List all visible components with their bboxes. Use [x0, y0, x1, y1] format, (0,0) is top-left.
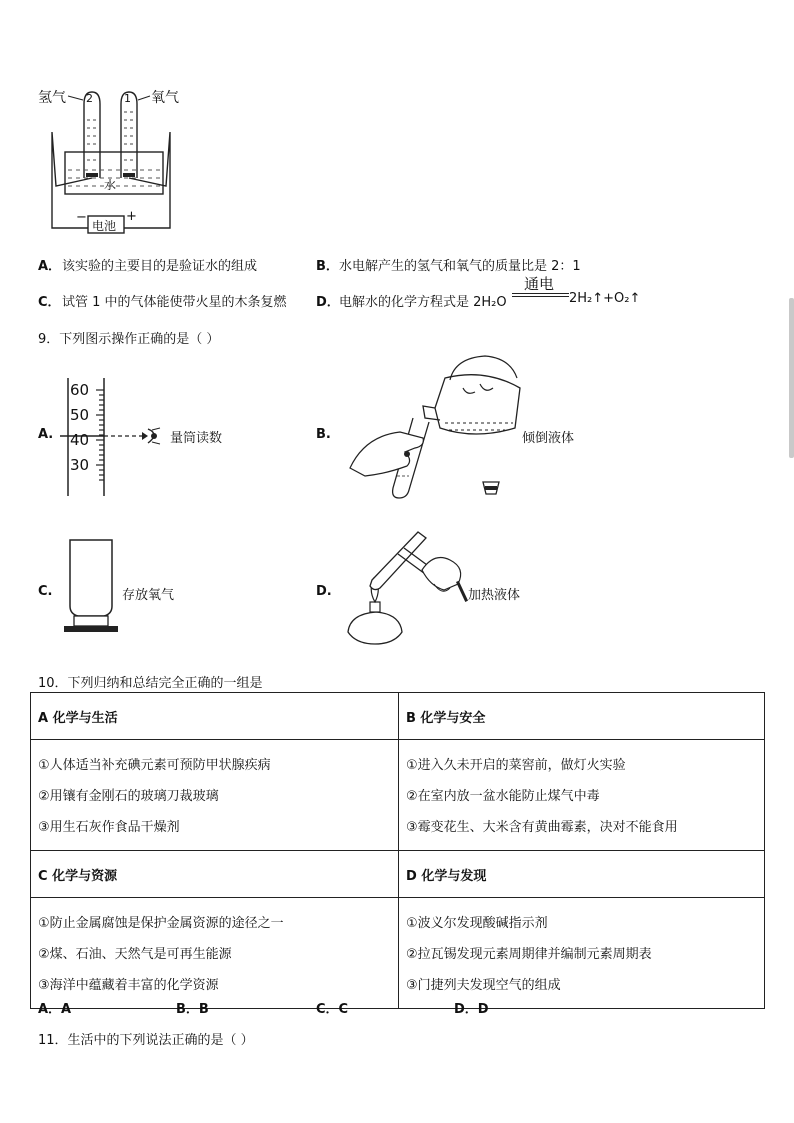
option-letter: C. [38, 584, 53, 599]
cell-heading: C 化学与资源 [38, 868, 118, 884]
list-item: ②煤、石油、天然气是可再生能源 [38, 947, 232, 962]
option-letter: B． [316, 259, 339, 274]
cell-heading: D 化学与发现 [406, 868, 487, 884]
list-item: ①进入久未开启的菜窖前，做灯火实验 [406, 758, 626, 773]
list-item: ③霉变花生、大米含有黄曲霉素，决对不能食用 [406, 820, 678, 835]
q10-answer-c[interactable]: C．C [316, 1002, 349, 1017]
q10-answer-d[interactable]: D．D [454, 1002, 489, 1017]
oxygen-label: 氧气 [151, 90, 179, 106]
list-item: ③用生石灰作食品干燥剂 [38, 820, 180, 835]
list-item: ②拉瓦锡发现元素周期律并编制元素周期表 [406, 947, 652, 962]
page-scrollbar[interactable] [789, 298, 794, 458]
option-caption: 存放氧气 [122, 588, 175, 603]
battery-minus-label: − [76, 210, 87, 225]
tube-2-label: 2 [86, 92, 93, 105]
cell-heading: A 化学与生活 [38, 710, 118, 726]
option-letter: D． [316, 295, 340, 310]
list-item: ③海洋中蕴藏着丰富的化学资源 [38, 978, 219, 993]
option-letter: C． [38, 295, 61, 310]
q10-stem: 10．下列归纳和总结完全正确的一组是 [38, 676, 263, 691]
q11-stem: 11．生活中的下列说法正确的是（ ） [38, 1033, 254, 1048]
reaction-condition: 通电 [524, 275, 555, 293]
option-letter: B. [316, 427, 331, 442]
table-cell-d-head[interactable] [399, 851, 765, 898]
option-text: 电解水的化学方程式是 2H₂O [339, 295, 507, 310]
option-caption: 量筒读数 [170, 431, 223, 446]
table-cell-b-head[interactable] [399, 693, 765, 740]
q9-stem: 9．下列图示操作正确的是（ ） [38, 332, 220, 347]
reaction-arrow-line [512, 293, 569, 294]
option-caption: 加热液体 [468, 588, 521, 603]
option-letter: A． [38, 259, 62, 274]
list-item: ②用镶有金刚石的玻璃刀裁玻璃 [38, 789, 219, 804]
heating-liquid-drawing [338, 524, 478, 654]
reaction-arrow-line [512, 296, 569, 297]
electrolysis-apparatus-drawing [0, 0, 794, 260]
table-cell-c-body [31, 898, 399, 1009]
list-item: ③门捷列夫发现空气的组成 [406, 978, 561, 993]
table-cell-a-body [31, 740, 399, 851]
option-letter: A. [38, 427, 54, 442]
cell-heading: B 化学与安全 [406, 710, 486, 726]
pouring-liquid-drawing [345, 348, 545, 518]
table-cell-d-body [399, 898, 765, 1009]
tick-label: 50 [70, 406, 90, 424]
water-label: 水 [104, 178, 117, 192]
table-cell-c-head[interactable] [31, 851, 399, 898]
hydrogen-label: 氢气 [38, 90, 66, 106]
list-item: ②在室内放一盆水能防止煤气中毒 [406, 789, 600, 804]
option-text: 水电解产生的氢气和氧气的质量比是 2：1 [339, 259, 581, 274]
option-text: 该实验的主要目的是验证水的组成 [62, 259, 258, 274]
tick-label: 60 [70, 381, 90, 399]
list-item: ①防止金属腐蚀是保护金属资源的途径之一 [38, 916, 284, 931]
q10-answer-b[interactable]: B．B [176, 1002, 209, 1017]
reaction-product: 2H₂↑+O₂↑ [569, 291, 641, 306]
tick-label: 40 [70, 431, 90, 449]
option-text: 试管 1 中的气体能使带火星的木条复燃 [62, 295, 287, 310]
q10-table [30, 692, 765, 1009]
q10-answer-a[interactable]: A．A [38, 1002, 72, 1017]
list-item: ①波义尔发现酸碱指示剂 [406, 916, 548, 931]
option-caption: 倾倒液体 [522, 431, 575, 446]
table-cell-a-head[interactable] [31, 693, 399, 740]
list-item: ①人体适当补充碘元素可预防甲状腺疾病 [38, 758, 271, 773]
battery-label: 电池 [92, 219, 117, 233]
tick-label: 30 [70, 456, 90, 474]
battery-plus-label: + [126, 209, 137, 224]
table-cell-b-body [399, 740, 765, 851]
option-letter: D. [316, 584, 332, 599]
tube-1-label: 1 [124, 92, 131, 105]
